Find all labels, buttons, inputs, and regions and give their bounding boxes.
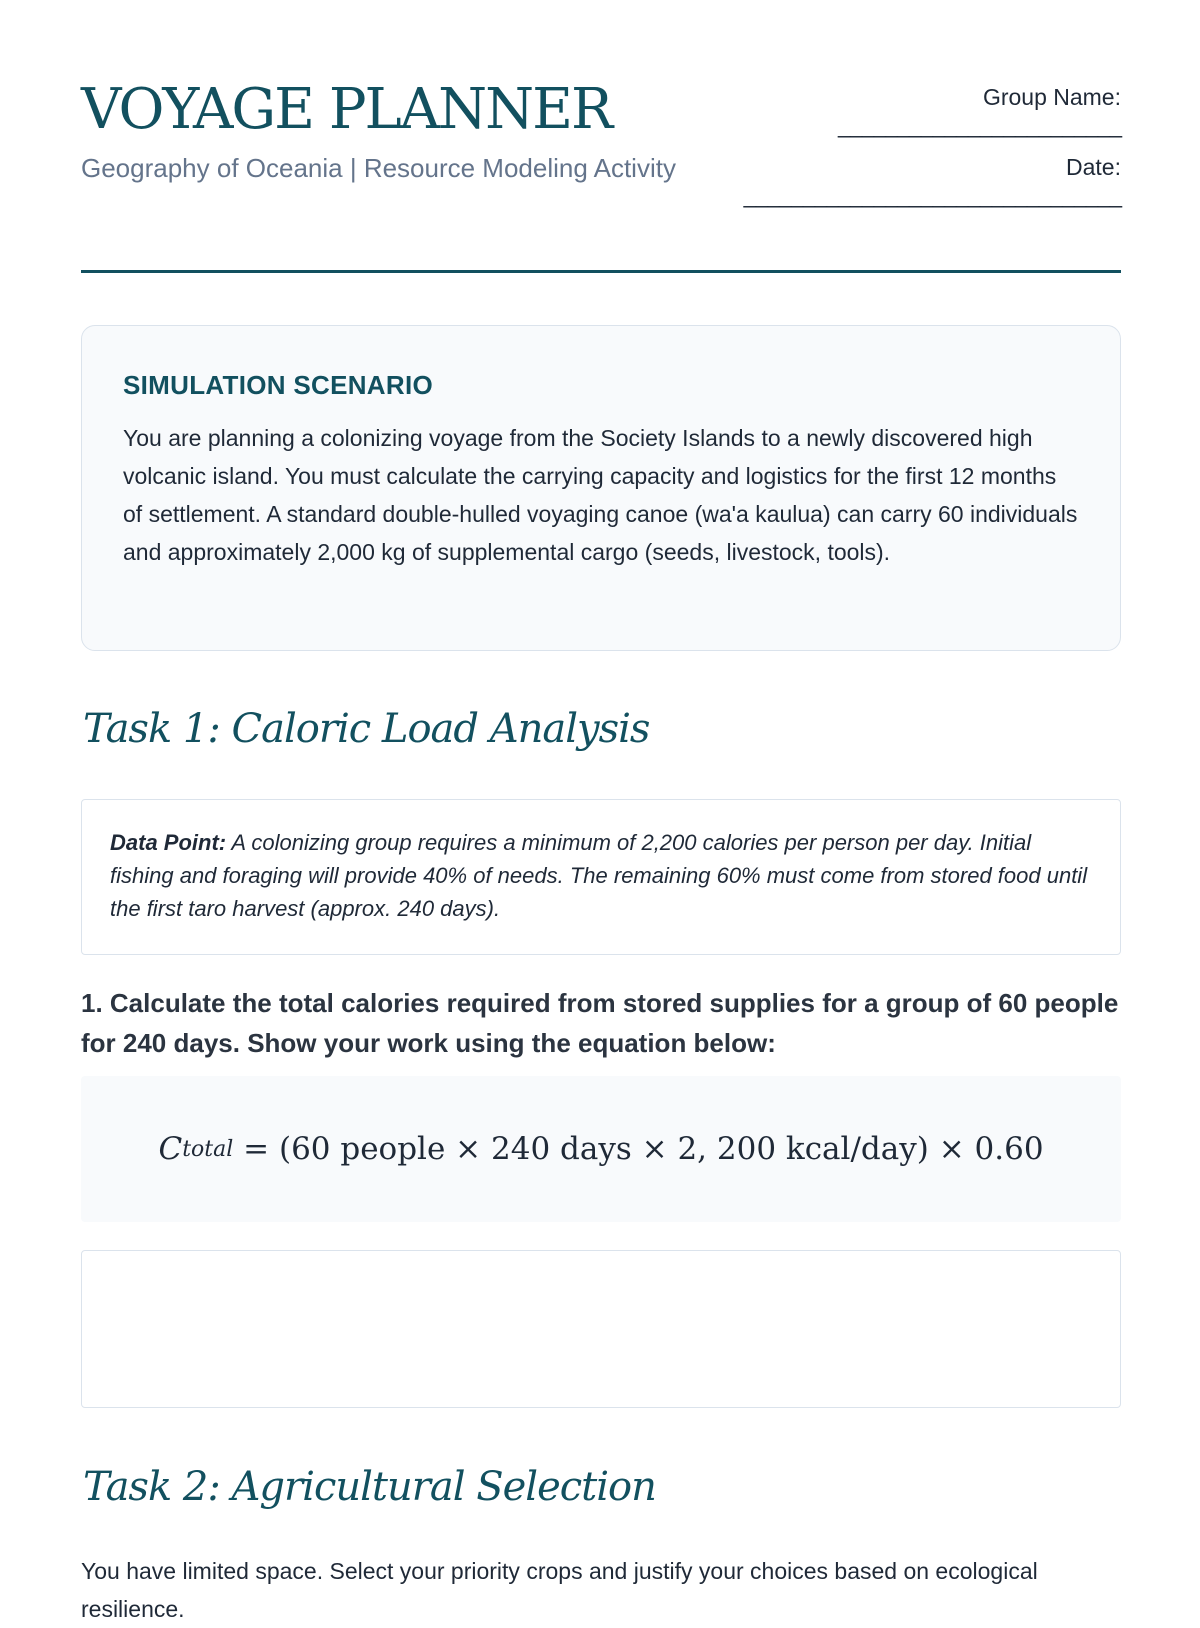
equation-variable: C (158, 1131, 183, 1167)
task1-title: Task 1: Caloric Load Analysis (83, 706, 650, 752)
simulation-scenario-box (81, 325, 1121, 651)
data-point-box (81, 799, 1121, 955)
task2-intro: You have limited space. Select your priority crops and justify your choices based on ecological resilience. (81, 1558, 1038, 1622)
header-meta-fields (744, 82, 1121, 208)
task2-title: Task 2: Agricultural Selection (83, 1464, 656, 1510)
page-title: VOYAGE PLANNER (81, 77, 612, 142)
scenario-body: You are planning a colonizing voyage from the Society Islands to a newly discovered high volcanic island. You must calculate the carrying capacity and logistics for the first 12 months of settlement. A standard double-hulled voyaging canoe (wa'a kaulua) can carry 60 individuals and approximately 2,000 kg of supplemental cargo (seeds, livestock, tools). (123, 425, 1078, 565)
group-name-label: Group Name: (982, 84, 1121, 110)
equation-box (81, 1076, 1121, 1222)
date-field[interactable]: ________________________________ (743, 182, 1121, 208)
data-point-label: Data Point: (110, 830, 227, 855)
answer-box[interactable] (81, 1250, 1121, 1408)
group-name-field[interactable]: ________________________ (838, 112, 1121, 138)
equation-rhs: = (60 people × 240 days × 2, 200 kcal/day) × 0.60 (243, 1131, 1044, 1167)
data-point-text: A colonizing group requires a minimum of 2,200 calories per person per day. Initial fishing and foraging will provide 40% of needs. The remaining 60% must come from stored food until the first taro harvest (approx. 240 days). (110, 830, 1088, 921)
equation-subscript: total (182, 1136, 234, 1162)
scenario-heading: SIMULATION SCENARIO (123, 370, 433, 400)
worksheet-page (81, 0, 1121, 1622)
page-header (81, 0, 1121, 273)
date-label: Date: (1066, 154, 1121, 180)
question-1: 1. Calculate the total calories required from stored supplies for a group of 60 people for 240 days. Show your work using the equation below: (81, 988, 1119, 1058)
page-subtitle: Geography of Oceania | Resource Modeling Activity (81, 153, 676, 183)
